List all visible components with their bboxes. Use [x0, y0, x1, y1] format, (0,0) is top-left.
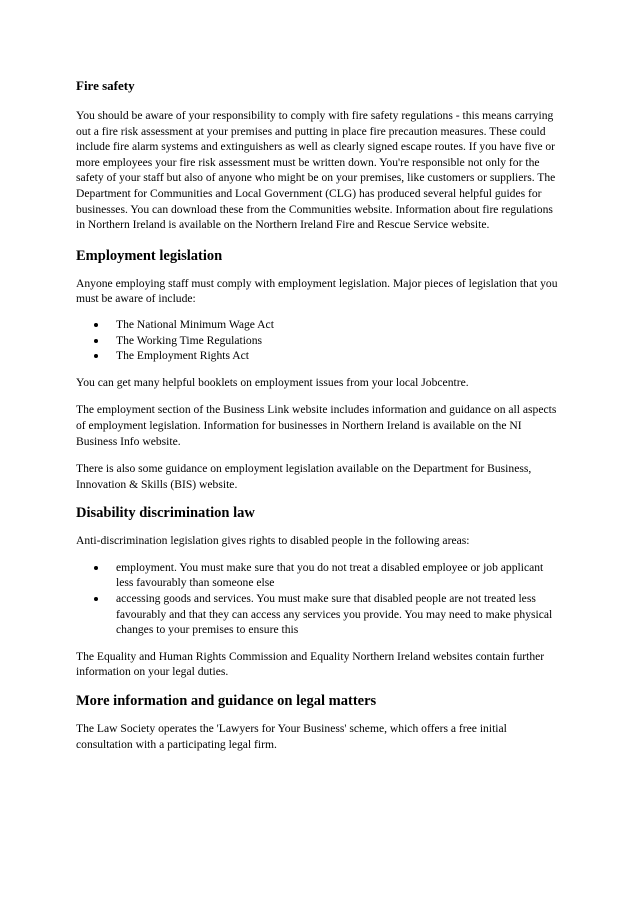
employment-acts-list: [76, 317, 562, 364]
law-society-paragraph: The Law Society operates the 'Lawyers for Your Business' scheme, which offers a free initial consultation with a participating legal firm.: [76, 722, 507, 751]
disability-areas-list: [76, 560, 562, 638]
bullet-icon: [94, 566, 98, 570]
fire-safety-paragraph: You should be aware of your responsibility to comply with fire safety regulations - this means carrying out a fire risk assessment at your premises and putting in place fire precaution measures. These could include fire alarm systems and extinguishers as well as clearly signed escape routes. If you have five or more employees your fire risk assessment must be written down. You're responsible not only for the safety of your staff but also of anyone who might be on your premises, like customers or suppliers. The Department for Communities and Local Government (CLG) has produced several helpful guides for businesses. You can download these from the Communities website. Information about fire regulations in Northern Ireland is available on the Northern Ireland Fire and Rescue Service website.: [76, 109, 556, 232]
equality-paragraph: The Equality and Human Rights Commission and Equality Northern Ireland websites contain further information on your legal duties.: [76, 649, 545, 679]
bullet-icon: [94, 597, 98, 601]
section-heading-employment: Employment legislation: [76, 247, 223, 264]
bullet-icon: [94, 323, 98, 327]
jobcentre-paragraph: You can get many helpful booklets on employment issues from your local Jobcentre.: [76, 375, 469, 389]
list-item: The Working Time Regulations: [76, 333, 562, 349]
list-item: accessing goods and services. You must make sure that disabled people are not treated less favourably and that they can access any services you provide. You may need to make physical changes to your premises to ensure this: [76, 591, 562, 638]
disability-intro-paragraph: Anti-discrimination legislation gives rights to disabled people in the following areas:: [76, 534, 470, 548]
section-heading-disability: Disability discrimination law: [76, 505, 255, 522]
section-heading-fire-safety: Fire safety: [76, 78, 135, 93]
list-item: The Employment Rights Act: [76, 348, 562, 364]
business-link-paragraph: The employment section of the Business Link website includes information and guidance on all aspects of employment legislation. Information for businesses in Northern Ireland is available on the NI Business Info website.: [76, 403, 557, 448]
list-item: employment. You must make sure that you do not treat a disabled employee or job applicant less favourably than someone else: [76, 560, 562, 591]
list-item: The National Minimum Wage Act: [76, 317, 562, 333]
document-page: [76, 78, 562, 752]
section-heading-more-info: More information and guidance on legal matters: [76, 693, 377, 710]
employment-intro-paragraph: Anyone employing staff must comply with employment legislation. Major pieces of legislation that you must be aware of include:: [76, 276, 558, 306]
bis-paragraph: There is also some guidance on employment legislation available on the Department for Business, Innovation & Skills (BIS) website.: [76, 462, 532, 491]
bullet-icon: [94, 339, 98, 343]
bullet-icon: [94, 354, 98, 358]
